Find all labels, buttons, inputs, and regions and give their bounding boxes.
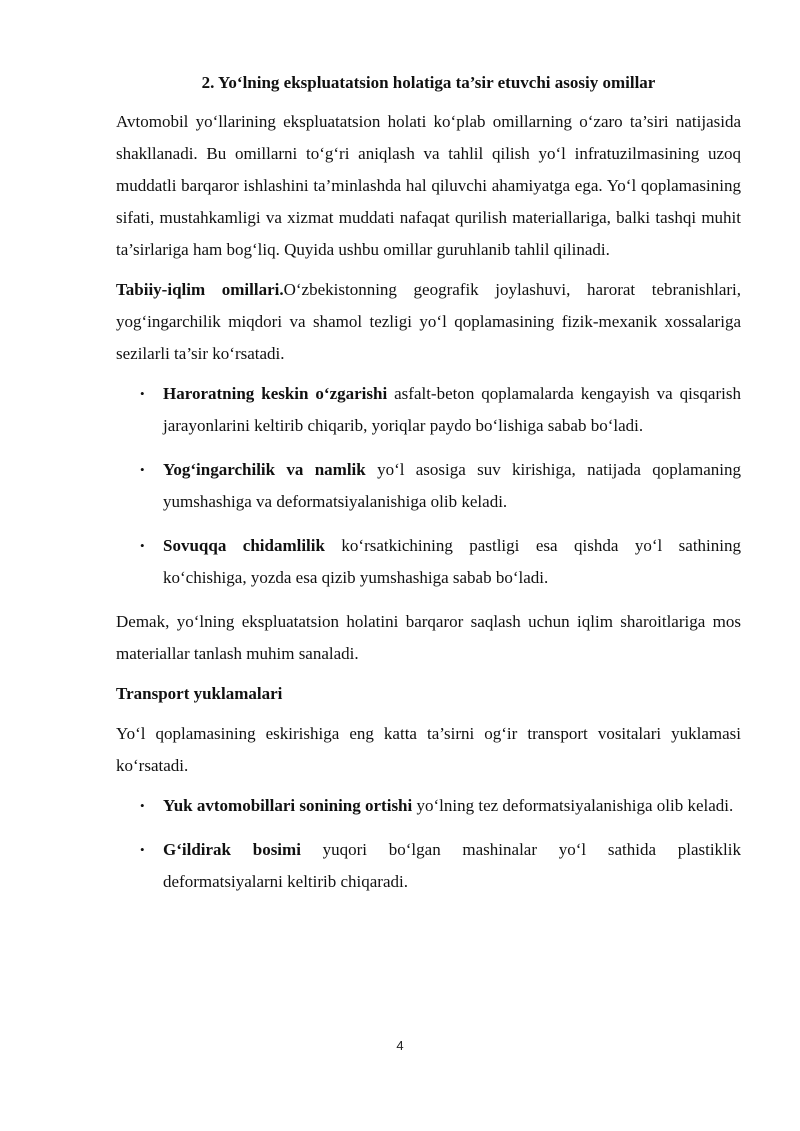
list-item [116, 378, 741, 442]
bullet-text: asfalt-beton qoplamalarda kengayish va qisqarish jarayonlarini keltirib chiqarib, yoriqlar paydo bo‘lishiga sabab bo‘ladi. [163, 384, 741, 435]
bullet-icon: • [140, 462, 145, 477]
list-item [116, 834, 741, 898]
list-item [116, 790, 741, 822]
list-item [116, 454, 741, 518]
bullet-icon: • [140, 386, 145, 401]
transport-bullet-list [116, 790, 741, 898]
intro-paragraph: Avtomobil yo‘llarining ekspluatatsion holati ko‘plab omillarning o‘zaro ta’siri natijasida shakllanadi. Bu omillarni to‘g‘ri aniqlash va tahlil qilish yo‘l infratuzilmasining uzoq muddatli barqaror ishlashini ta’minlashda hal qiluvchi ahamiyatga ega. Yo‘l qoplamasining sifati, mustahkamligi va xizmat muddati nafaqat qurilish materiallariga, balki tashqi muhit ta’sirlariga ham bog‘liq. Quyida ushbu omillar guruhlanib tahlil qilinadi. [116, 112, 741, 259]
climate-conclusion: Demak, yo‘lning ekspluatatsion holatini barqaror saqlash uchun iqlim sharoitlariga mos materiallar tanlash muhim sanaladi. [116, 612, 741, 663]
bullet-text: yo‘lning tez deformatsiyalanishiga olib keladi. [412, 796, 734, 815]
page-number: 4 [396, 1038, 404, 1053]
bullet-text: yo‘l asosiga suv kirishiga, natijada qoplamaning yumshashiga va deformatsiyalanishiga olib keladi. [163, 460, 741, 511]
bullet-term: Yog‘ingarchilik va namlik [163, 460, 366, 479]
bullet-text: ko‘rsatkichining pastligi esa qishda yo‘l sathining ko‘chishiga, yozda esa qizib yumshashiga sabab bo‘ladi. [163, 536, 741, 587]
section-heading: 2. Yo‘lning ekspluatatsion holatiga ta’sir etuvchi asosiy omillar [201, 73, 656, 92]
bullet-text: yuqori bo‘lgan mashinalar yo‘l sathida plastiklik deformatsiyalarni keltirib chiqaradi. [163, 840, 741, 891]
document-page [116, 70, 741, 910]
bullet-icon: • [140, 538, 145, 553]
bullet-term: Yuk avtomobillari sonining ortishi [163, 796, 413, 815]
transport-paragraph: Yo‘l qoplamasining eskirishiga eng katta ta’sirni og‘ir transport vositalari yuklamasi ko‘rsatadi. [116, 724, 741, 775]
bullet-term: Haroratning keskin o‘zgarishi [163, 384, 388, 403]
bullet-term: G‘ildirak bosimi [163, 840, 301, 859]
list-item [116, 530, 741, 594]
climate-text: O‘zbekistonning geografik joylashuvi, harorat tebranishlari, yog‘ingarchilik miqdori va shamol tezligi yo‘l qoplamasining fizik-mexanik xossalariga sezilarli ta’sir ko‘rsatadi. [116, 280, 741, 363]
climate-title: Tabiiy-iqlim omillari. [116, 280, 284, 299]
transport-title: Transport yuklamalari [116, 684, 283, 703]
bullet-icon: • [140, 842, 145, 857]
bullet-icon: • [140, 798, 145, 813]
climate-paragraph [116, 274, 741, 370]
bullet-term: Sovuqqa chidamlilik [163, 536, 325, 555]
climate-bullet-list [116, 378, 741, 594]
